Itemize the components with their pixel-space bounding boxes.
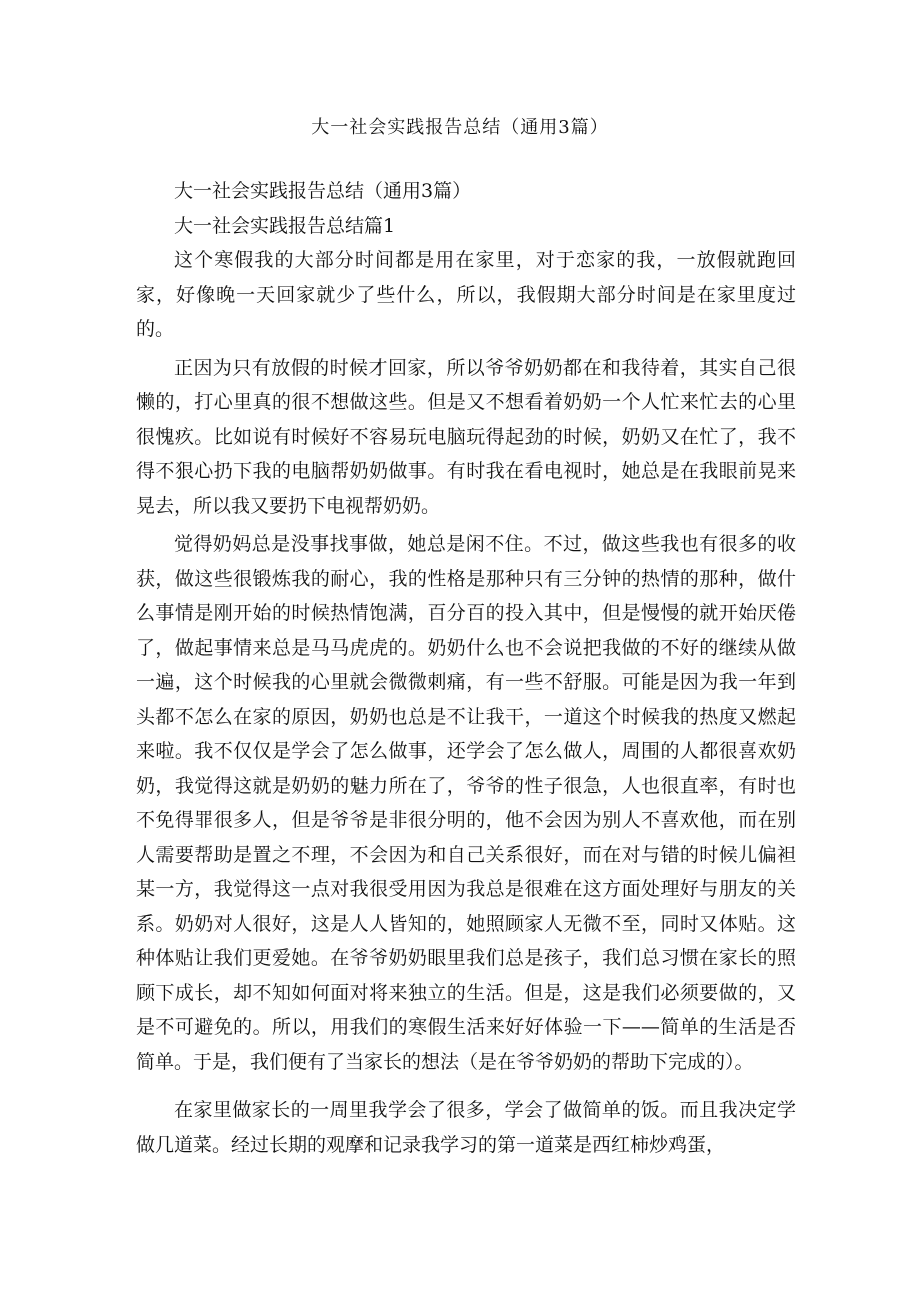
body-paragraph-4: 在家里做家长的一周里我学会了很多，学会了做简单的饭。而且我决定学做几道菜。经过长期的观摩和记录我学习的第一道菜是西红柿炒鸡蛋， xyxy=(136,1099,796,1156)
body-paragraph-2: 正因为只有放假的时候才回家，所以爷爷奶奶都在和我待着，其实自己很懒的，打心里真的很不想做这些。但是又不想看着奶奶一个人忙来忙去的心里很愧疚。比如说有时候好不容易玩电脑玩得起劲的时候，奶奶又在忙了，我不得不狠心扔下我的电脑帮奶奶做事。有时我在看电视时，她总是在我眼前晃来晃去，所以我又要扔下电视帮奶奶。 xyxy=(136,356,796,517)
body-paragraph-3: 觉得奶妈总是没事找事做，她总是闲不住。不过，做这些我也有很多的收获，做这些很锻炼我的耐心，我的性格是那种只有三分钟的热情的那种，做什么事情是刚开始的时候热情饱满，百分百的投入其中，但是慢慢的就开始厌倦了，做起事情来总是马马虎虎的。奶奶什么也不会说把我做的不好的继续从做一遍，这个时候我的心里就会微微刺痛，有一些不舒服。可能是因为我一年到头都不怎么在家的原因，奶奶也总是不让我干，一道这个时候我的热度又燃起来啦。我不仅仅是学会了怎么做事，还学会了怎么做人，周围的人都很喜欢奶奶，我觉得这就是奶奶的魅力所在了，爷爷的性子很急，人也很直率，有时也不免得罪很多人，但是爷爷是非很分明的，他不会因为别人不喜欢他，而在别人需要帮助是置之不理，不会因为和自己关系很好，而在对与错的时候儿偏袒某一方，我觉得这一点对我很受用因为我总是很难在这方面处理好与朋友的关系。奶奶对人很好，这是人人皆知的，她照顾家人无微不至，同时又体贴。这种体贴让我们更爱她。在爷爷奶奶眼里我们总是孩子，我们总习惯在家长的照顾下成长，却不知如何面对将来独立的生活。但是，这是我们必须要做的，又是不可避免的。所以，用我们的寒假生活来好好体验一下——简单的生活是否简单。于是，我们便有了当家长的想法（是在爷爷奶奶的帮助下完成的）。 xyxy=(136,533,796,1073)
body-paragraph-1: 这个寒假我的大部分时间都是用在家里，对于恋家的我，一放假就跑回家，好像晚一天回家就少了些什么，所以，我假期大部分时间是在家里度过的。 xyxy=(136,249,796,340)
document-title: 大一社会实践报告总结（通用3篇） xyxy=(311,117,609,138)
document-subtitle: 大一社会实践报告总结（通用3篇） xyxy=(174,180,472,202)
section-heading: 大一社会实践报告总结篇1 xyxy=(174,214,396,237)
document-body xyxy=(136,174,796,1162)
